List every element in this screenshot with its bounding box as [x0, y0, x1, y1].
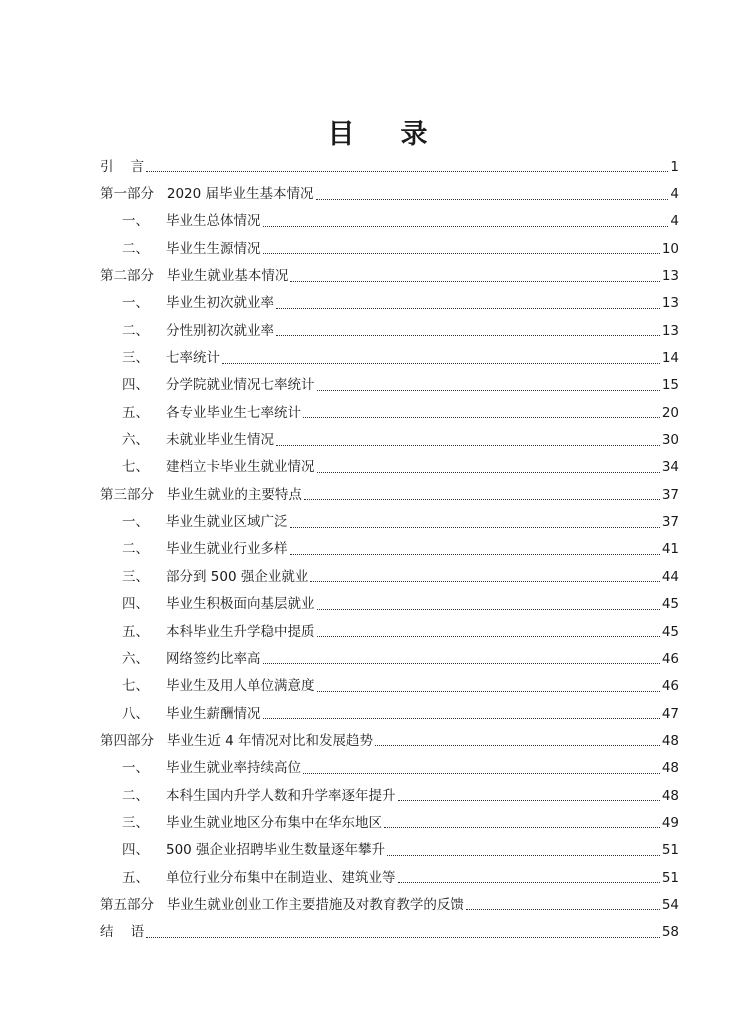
toc-leader-dots	[290, 526, 660, 528]
toc-entry-label: 网络签约比率高	[166, 650, 261, 667]
toc-entry-label: 各专业毕业生七率统计	[166, 404, 301, 421]
toc-entry[interactable]	[100, 563, 679, 590]
toc-entry-number: 四、	[122, 842, 149, 859]
toc-entry[interactable]	[100, 180, 679, 207]
toc-entry-page-number: 54	[661, 896, 679, 913]
toc-entry[interactable]	[100, 727, 679, 754]
toc-entry-label: 毕业生就业行业多样	[166, 541, 288, 558]
toc-entry-number: 八、	[122, 705, 149, 722]
toc-entry-page-number: 34	[661, 459, 679, 476]
toc-entry[interactable]	[100, 700, 679, 727]
toc-leader-dots	[222, 362, 660, 364]
toc-entry-label: 毕业生就业区域广泛	[166, 514, 288, 531]
toc-entry[interactable]	[100, 755, 679, 782]
toc-entry-number: 四、	[122, 596, 149, 613]
toc-entry-page-number: 1	[670, 158, 679, 175]
toc-entry[interactable]	[100, 536, 679, 563]
title-char-2: 录	[400, 119, 428, 150]
toc-entry-number: 二、	[122, 322, 149, 339]
toc-entry-number: 五、	[122, 869, 149, 886]
toc-entry-page-number: 14	[661, 350, 679, 367]
toc-entry[interactable]	[100, 317, 679, 344]
toc-entry-label: 500 强企业招聘毕业生数量逐年攀升	[166, 842, 386, 859]
toc-entry-page-number: 51	[661, 842, 679, 859]
toc-leader-dots	[276, 307, 660, 309]
toc-entry-label: 部分到 500 强企业就业	[166, 568, 309, 585]
table-of-contents	[100, 153, 679, 946]
toc-entry-label: 毕业生就业地区分布集中在华东地区	[166, 814, 382, 831]
toc-entry[interactable]	[100, 864, 679, 891]
toc-entry-number: 一、	[122, 760, 149, 777]
toc-entry-number: 三、	[122, 350, 149, 367]
toc-entry-page-number: 13	[661, 322, 679, 339]
toc-entry[interactable]	[100, 344, 679, 371]
toc-leader-dots	[290, 280, 659, 282]
toc-entry-number: 七、	[122, 459, 149, 476]
toc-entry[interactable]	[100, 399, 679, 426]
toc-entry-page-number: 58	[661, 924, 679, 941]
toc-entry-page-number: 47	[661, 705, 679, 722]
toc-entry-label: 毕业生初次就业率	[166, 295, 274, 312]
toc-leader-dots	[398, 799, 660, 801]
toc-entry-label: 分性别初次就业率	[166, 322, 274, 339]
toc-leader-dots	[276, 334, 660, 336]
toc-entry-label: 第四部分 毕业生近 4 年情况对比和发展趋势	[100, 732, 374, 749]
toc-leader-dots	[316, 198, 669, 200]
toc-entry-label: 第五部分 毕业生就业创业工作主要措施及对教育教学的反馈	[100, 896, 464, 913]
toc-leader-dots	[290, 553, 660, 555]
toc-entry-label: 单位行业分布集中在制造业、建筑业等	[166, 869, 396, 886]
toc-leader-dots	[310, 580, 659, 582]
toc-leader-dots	[263, 252, 660, 254]
toc-entry-label: 七率统计	[166, 350, 220, 367]
toc-entry[interactable]	[100, 426, 679, 453]
toc-leader-dots	[304, 498, 660, 500]
toc-leader-dots	[387, 854, 660, 856]
toc-entry-number: 七、	[122, 678, 149, 695]
toc-leader-dots	[146, 170, 668, 172]
toc-entry[interactable]	[100, 782, 679, 809]
toc-entry[interactable]	[100, 837, 679, 864]
toc-entry-page-number: 48	[661, 732, 679, 749]
toc-entry-page-number: 4	[670, 186, 679, 203]
toc-entry[interactable]	[100, 262, 679, 289]
toc-entry-number: 二、	[122, 787, 149, 804]
toc-entry[interactable]	[100, 508, 679, 535]
toc-entry[interactable]	[100, 809, 679, 836]
toc-leader-dots	[303, 416, 660, 418]
toc-leader-dots	[146, 936, 660, 938]
toc-entry[interactable]	[100, 891, 679, 918]
toc-entry-label: 毕业生积极面向基层就业	[166, 596, 315, 613]
toc-entry-page-number: 41	[661, 541, 679, 558]
toc-entry-page-number: 48	[661, 760, 679, 777]
toc-entry-label: 毕业生总体情况	[166, 213, 261, 230]
toc-entry-number: 六、	[122, 650, 149, 667]
toc-entry[interactable]	[100, 153, 679, 180]
toc-entry-label: 毕业生生源情况	[166, 240, 261, 257]
toc-entry-page-number: 30	[661, 432, 679, 449]
toc-entry-label: 毕业生薪酬情况	[166, 705, 261, 722]
toc-entry-number: 六、	[122, 432, 149, 449]
toc-entry-page-number: 4	[670, 213, 679, 230]
toc-entry[interactable]	[100, 591, 679, 618]
toc-entry-page-number: 49	[661, 814, 679, 831]
toc-entry[interactable]	[100, 235, 679, 262]
toc-entry[interactable]	[100, 673, 679, 700]
toc-entry[interactable]	[100, 290, 679, 317]
toc-entry-number: 四、	[122, 377, 149, 394]
toc-entry-number: 三、	[122, 568, 149, 585]
toc-entry-page-number: 15	[661, 377, 679, 394]
toc-leader-dots	[303, 772, 660, 774]
toc-leader-dots	[466, 908, 660, 910]
toc-entry-page-number: 37	[661, 514, 679, 531]
toc-entry-number: 五、	[122, 404, 149, 421]
toc-leader-dots	[398, 881, 660, 883]
toc-entry-page-number: 10	[661, 240, 679, 257]
toc-entry[interactable]	[100, 618, 679, 645]
toc-entry-label: 未就业毕业生情况	[166, 432, 274, 449]
toc-entry-page-number: 46	[661, 678, 679, 695]
toc-entry-page-number: 13	[661, 295, 679, 312]
toc-entry[interactable]	[100, 481, 679, 508]
toc-entry-label: 本科生国内升学人数和升学率逐年提升	[166, 787, 396, 804]
toc-entry[interactable]	[100, 645, 679, 672]
toc-entry-number: 二、	[122, 240, 149, 257]
toc-leader-dots	[317, 635, 660, 637]
toc-entry-number: 一、	[122, 295, 149, 312]
toc-leader-dots	[263, 225, 669, 227]
toc-entry-label: 第三部分 毕业生就业的主要特点	[100, 486, 302, 503]
toc-entry-page-number: 45	[661, 623, 679, 640]
toc-leader-dots	[317, 690, 660, 692]
toc-entry-label: 分学院就业情况七率统计	[166, 377, 315, 394]
toc-entry-number: 一、	[122, 514, 149, 531]
toc-entry-label: 建档立卡毕业生就业情况	[166, 459, 315, 476]
toc-leader-dots	[317, 608, 660, 610]
toc-entry-page-number: 13	[661, 268, 679, 285]
toc-entry-page-number: 20	[661, 404, 679, 421]
toc-leader-dots	[263, 662, 660, 664]
toc-entry-label: 本科毕业生升学稳中提质	[166, 623, 315, 640]
toc-entry-page-number: 37	[661, 486, 679, 503]
toc-leader-dots	[384, 826, 660, 828]
toc-entry-page-number: 48	[661, 787, 679, 804]
toc-entry-number: 三、	[122, 814, 149, 831]
toc-leader-dots	[263, 717, 660, 719]
toc-entry-page-number: 46	[661, 650, 679, 667]
toc-entry-page-number: 45	[661, 596, 679, 613]
toc-entry-label: 毕业生就业率持续高位	[166, 760, 301, 777]
title-char-1: 目	[327, 119, 355, 150]
toc-entry-label: 结 语	[100, 924, 145, 941]
toc-entry[interactable]	[100, 372, 679, 399]
page-title	[0, 112, 755, 151]
toc-entry[interactable]	[100, 208, 679, 235]
toc-entry-label: 第一部分 2020 届毕业生基本情况	[100, 186, 314, 203]
toc-entry-page-number: 44	[661, 568, 679, 585]
toc-leader-dots	[317, 389, 660, 391]
toc-entry-number: 一、	[122, 213, 149, 230]
toc-entry[interactable]	[100, 919, 679, 946]
toc-entry[interactable]	[100, 454, 679, 481]
toc-leader-dots	[317, 471, 660, 473]
toc-entry-number: 五、	[122, 623, 149, 640]
toc-leader-dots	[375, 744, 660, 746]
toc-entry-number: 二、	[122, 541, 149, 558]
toc-entry-label: 毕业生及用人单位满意度	[166, 678, 315, 695]
toc-entry-page-number: 51	[661, 869, 679, 886]
toc-entry-label: 第二部分 毕业生就业基本情况	[100, 268, 289, 285]
toc-entry-label: 引 言	[100, 158, 145, 175]
toc-leader-dots	[276, 444, 660, 446]
